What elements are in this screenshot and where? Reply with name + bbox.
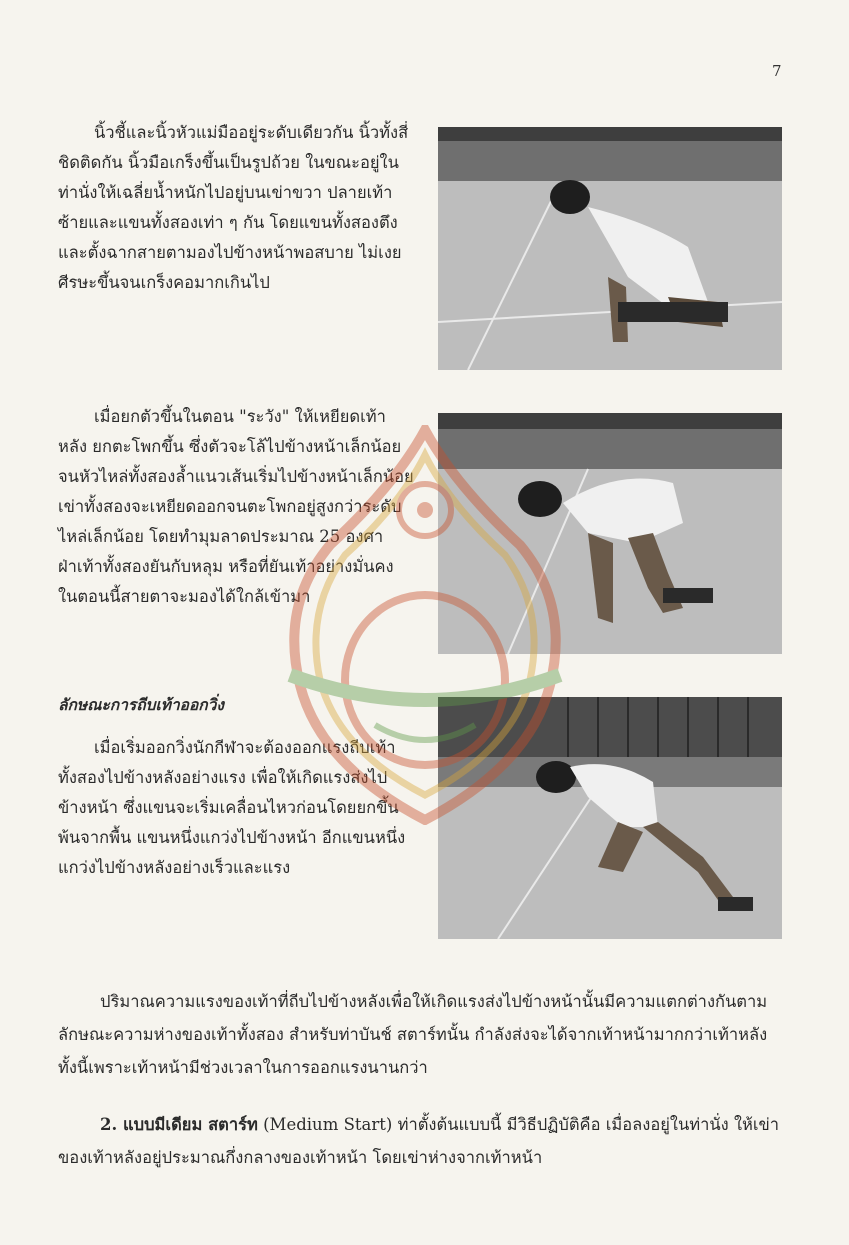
runner-push-off-photo bbox=[438, 697, 782, 939]
paragraph-medium-start bbox=[58, 1108, 786, 1174]
paragraph-finger-position: นิ้วชี้และนิ้วหัวแม่มืออยู่ระดับเดียวกัน นิ้วทั้งสี่ชิดติดกัน นิ้วมือเกร็งขึ้นเป็นรูปถ้วย ในขณะอยู่ในท่านั่งให้เฉลี่ยน้ำหนักไปอยู่บนเข่าขวา ปลายเท้าซ้ายและแขนทั้งสองเท่า ๆ กัน โดยแขนทั้งสองตึงและตั้งฉากสายตามองไปข้างหน้าพอสบาย ไม่เงยศีรษะขึ้นจนเกร็งคอมากเกินไป bbox=[58, 123, 409, 292]
runner-set-position-photo bbox=[438, 127, 782, 370]
medium-start-label: 2. แบบมีเดียม สตาร์ท bbox=[100, 1115, 258, 1134]
runner-ready-position-figure bbox=[438, 413, 782, 654]
runner-set-position-figure bbox=[438, 127, 782, 370]
paragraph-force-amount: ปริมาณความแรงของเท้าที่ถีบไปข้างหลังเพื่อให้เกิดแรงส่งไปข้างหน้านั้นมีความแตกต่างกันตามลักษณะความห่างของเท้าทั้งสอง สำหรับท่าบันช์ สตาร์ทนั้น กำลังส่งจะได้จากเท้าหน้ามากกว่าเท้าหลัง ทั้งนี้เพราะเท้าหน้ามีช่วงเวลาในการออกแรงนานกว่า bbox=[58, 992, 768, 1077]
paragraph-push-off: เมื่อเริ่มออกวิ่งนักกีฬาจะต้องออกแรงถีบเท้าทั้งสองไปข้างหลังอย่างแรง เพื่อให้เกิดแรงส่งไปข้างหน้า ซึ่งแขนจะเริ่มเคลื่อนไหวก่อนโดยยกขึ้นพ้นจากพื้น แขนหนึ่งแกว่งไปข้างหน้า อีกแขนหนึ่งแกว่งไปข้างหลังอย่างเร็วและแรง bbox=[58, 738, 406, 877]
medium-start-english: (Medium Start) bbox=[263, 1115, 393, 1134]
medium-start-text: ท่าตั้งต้นแบบนี้ มีวิธีปฏิบัติคือ เมื่อลงอยู่ในท่านั่ง ให้เข่าของเท้าหลังอยู่ประมาณกึ่งกลางของเท้าหน้า โดยเข่าห่างจากเท้าหน้า bbox=[58, 1115, 780, 1167]
page-number: 7 bbox=[772, 62, 782, 80]
section-heading: ลักษณะการถีบเท้าออกวิ่ง bbox=[58, 695, 224, 714]
runner-ready-position-photo bbox=[438, 413, 782, 654]
paragraph-ready-position: เมื่อยกตัวขึ้นในตอน "ระวัง" ให้เหยียดเท้าหลัง ยกตะโพกขึ้น ซึ่งตัวจะโล้ไปข้างหน้าเล็กน้อยจนหัวไหล่ทั้งสองล้ำแนวเส้นเริ่มไปข้างหน้าเล็กน้อย เข่าทั้งสองจะเหยียดออกจนตะโพกอยู่สูงกว่าระดับไหล่เล็กน้อย โดยทำมุมลาดประมาณ 25 องศา ฝ่าเท้าทั้งสองยันกับหลุม หรือที่ยันเท้าอย่างมั่นคง ในตอนนี้สายตาจะมองได้ใกล้เข้ามา bbox=[58, 407, 414, 606]
runner-push-off-figure bbox=[438, 697, 782, 939]
